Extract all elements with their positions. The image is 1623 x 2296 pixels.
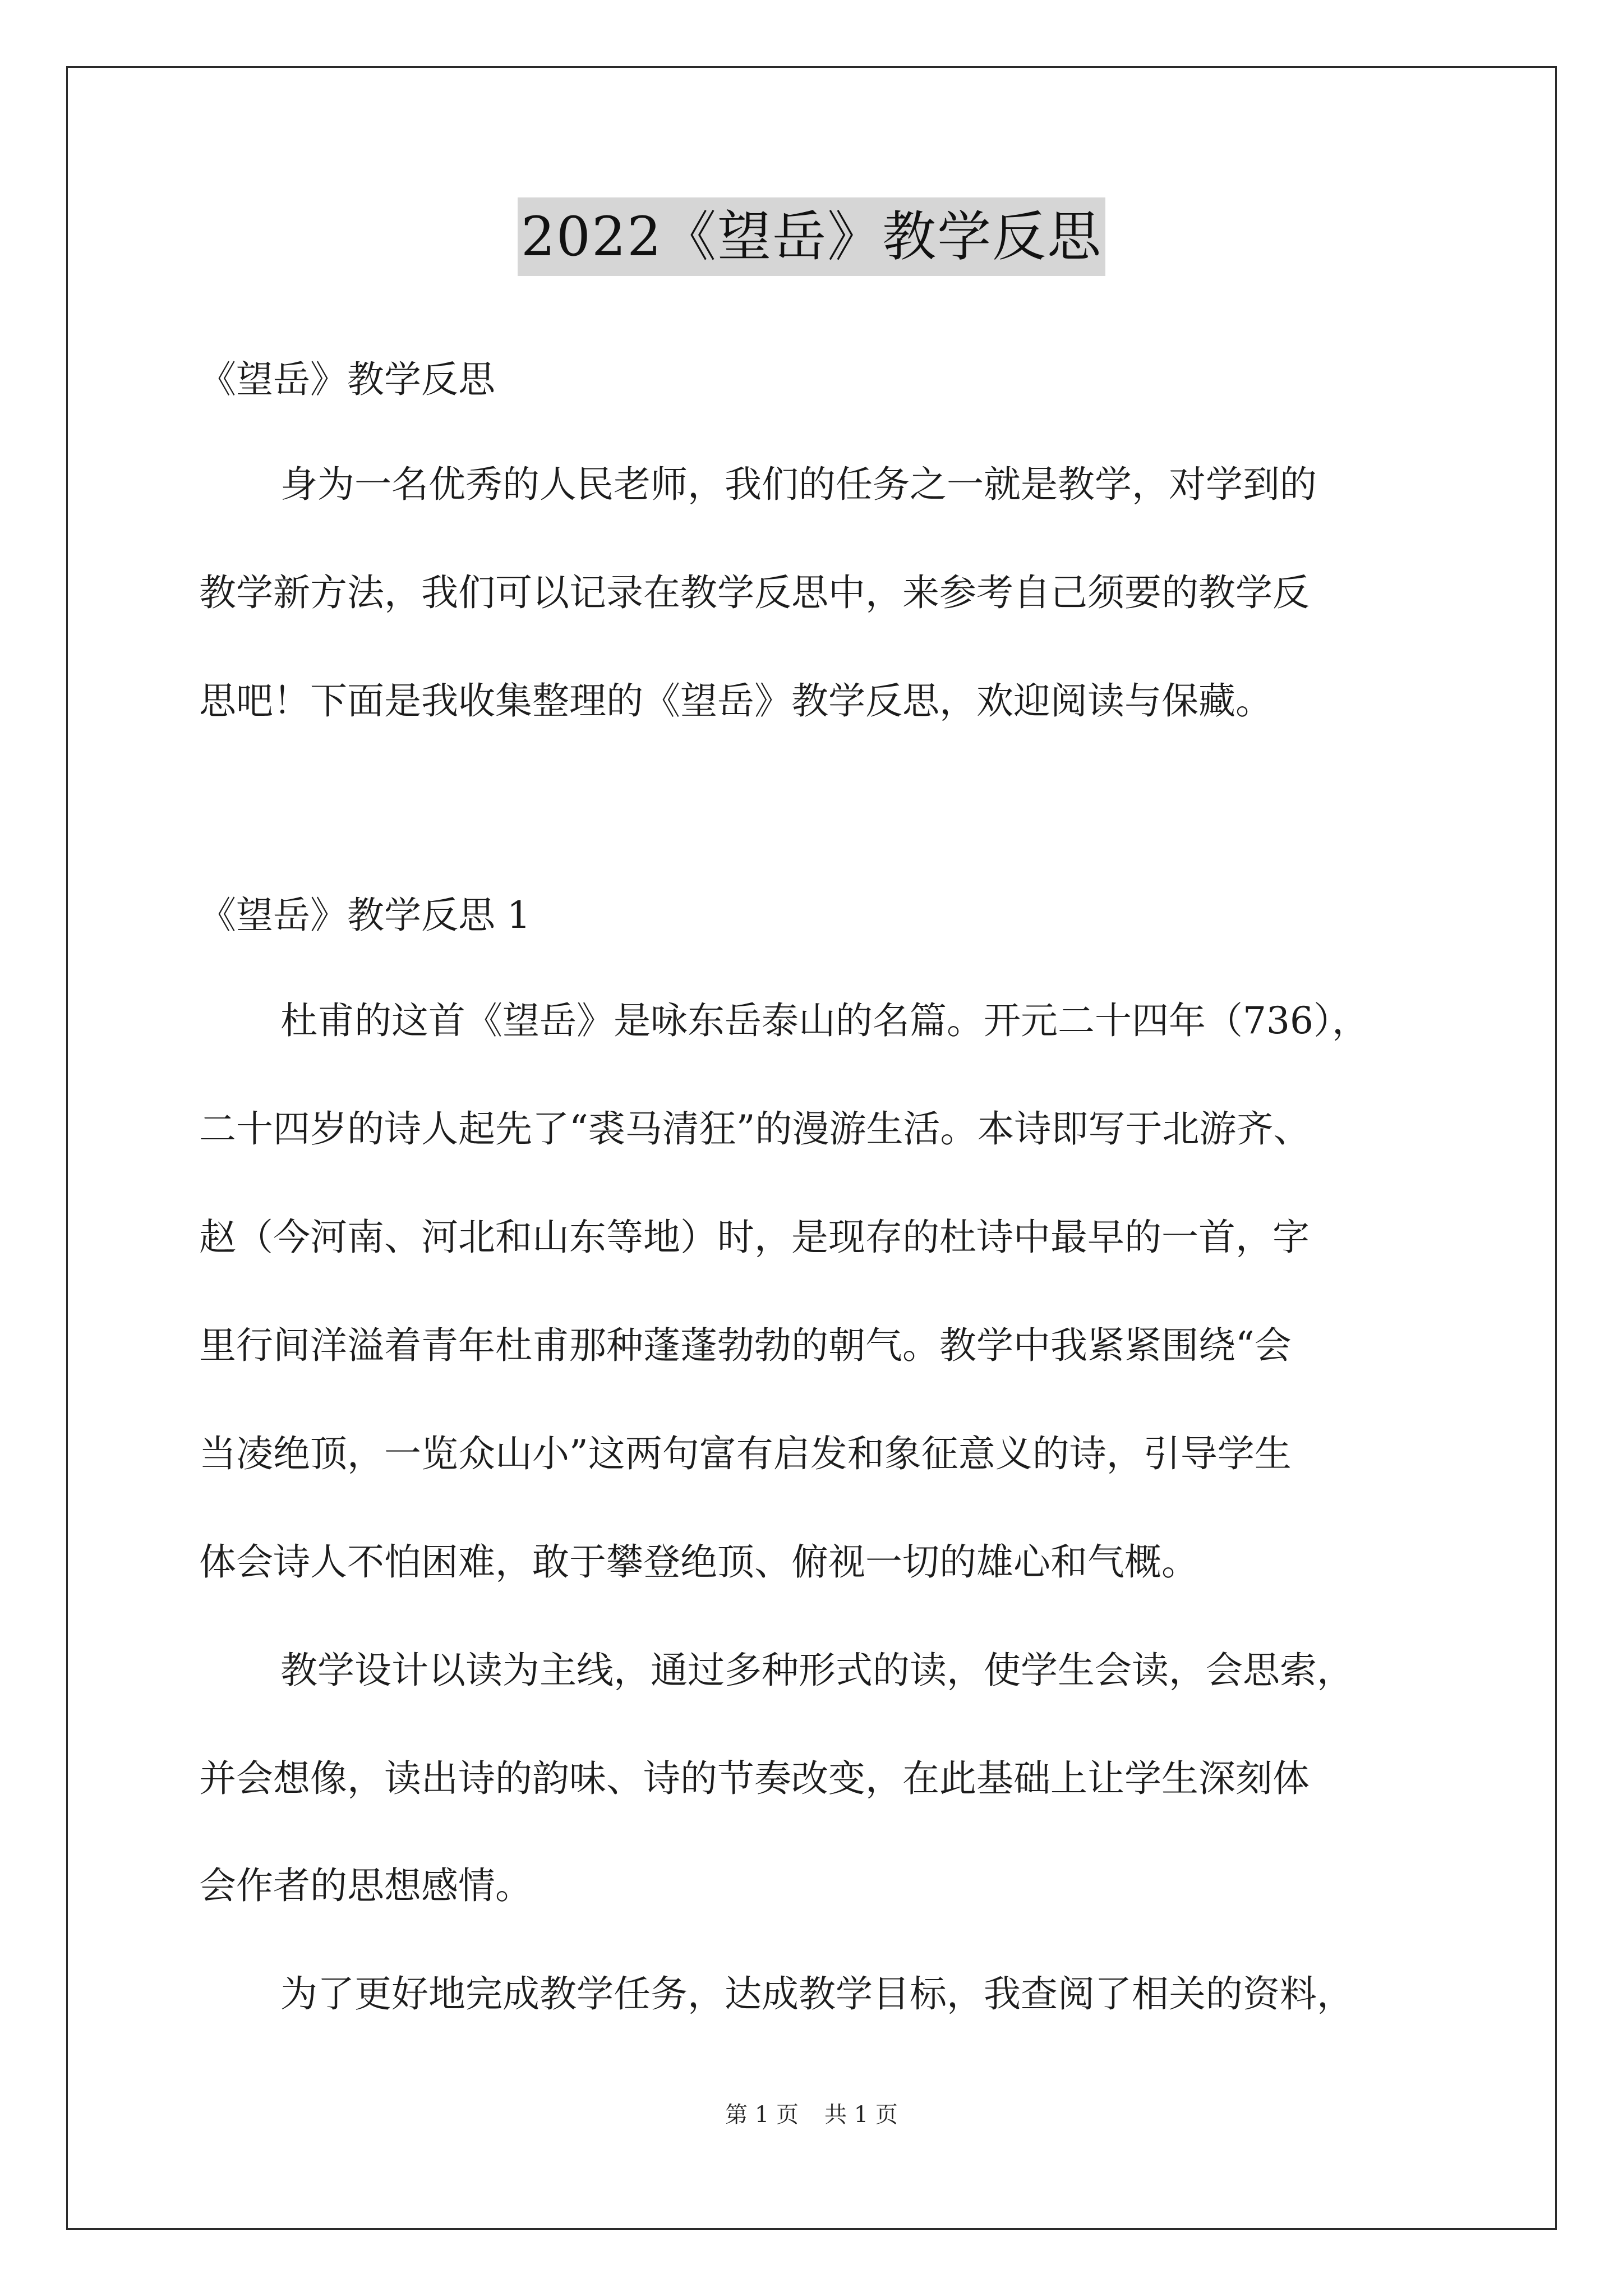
- intro-line: 思吧！下面是我收集整理的《望岳》教学反思，欢迎阅读与保藏。: [199, 679, 1272, 723]
- paragraph-line: 里行间洋溢着青年杜甫那种蓬蓬勃勃的朝气。教学中我紧紧围绕“会: [199, 1324, 1292, 1367]
- paragraph-line: 赵（今河南、河北和山东等地）时，是现存的杜诗中最早的一首，字: [199, 1216, 1310, 1259]
- paragraph-line: 为了更好地完成教学任务，达成教学目标，我查阅了相关的资料，: [280, 1972, 1354, 2016]
- paragraph-line: 会作者的思想感情。: [199, 1864, 532, 1907]
- paragraph-line: 并会想像，读出诗的韵味、诗的节奏改变，在此基础上让学生深刻体: [199, 1757, 1310, 1800]
- paragraph-line: 二十四岁的诗人起先了“裘马清狂”的漫游生活。本诗即写于北游齐、: [199, 1107, 1311, 1151]
- subtitle: 《望岳》教学反思: [199, 358, 495, 401]
- document-title: 2022《望岳》教学反思: [518, 197, 1105, 276]
- intro-line: 身为一名优秀的人民老师，我们的任务之一就是教学，对学到的: [280, 463, 1317, 506]
- paragraph-line: 教学设计以读为主线，通过多种形式的读，使学生会读，会思索，: [280, 1649, 1354, 1692]
- intro-line: 教学新方法，我们可以记录在教学反思中，来参考自己须要的教学反: [199, 571, 1310, 614]
- paragraph-line: 当凌绝顶，一览众山小”这两句富有启发和象征意义的诗，引导学生: [199, 1432, 1292, 1475]
- paragraph-line: 杜甫的这首《望岳》是咏东岳泰山的名篇。开元二十四年（736），: [280, 999, 1369, 1042]
- paragraph-line: 体会诗人不怕困难，敢于攀登绝顶、俯视一切的雄心和气概。: [199, 1540, 1198, 1584]
- page-number-total: 共 1 页: [824, 2102, 898, 2128]
- section-heading: 《望岳》教学反思 1: [199, 894, 531, 937]
- title-container: [0, 197, 1623, 276]
- page-number-current: 第 1 页: [725, 2102, 799, 2128]
- page-footer: [0, 2098, 1623, 2132]
